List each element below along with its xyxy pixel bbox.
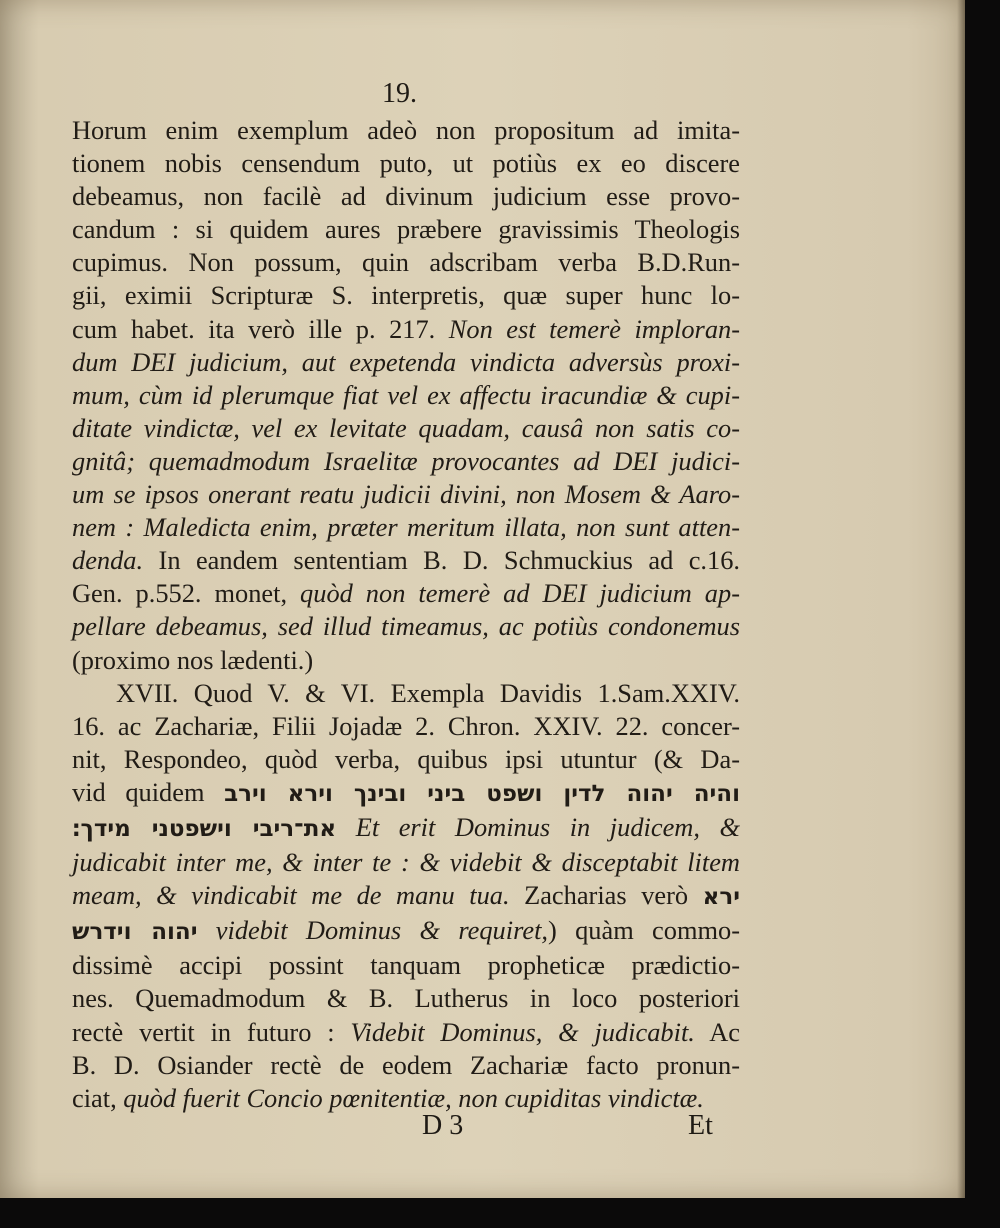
- roman-text: ciat,: [72, 1082, 124, 1113]
- hebrew-text: והיה יהוה לדין ושפט ביני ובינך וירא וירב: [224, 780, 741, 807]
- text-line: [72, 1049, 740, 1082]
- roman-text: candum : si quidem aures præbere gravissimis Theologis: [72, 214, 740, 245]
- text-line: [72, 776, 740, 811]
- roman-text: (proximo nos lædenti.): [72, 644, 314, 675]
- roman-text: 16. ac Zachariæ, Filii Jojadæ 2. Chron. XXIV. 22. concer-: [72, 710, 740, 741]
- text-line: [72, 180, 740, 213]
- text-line: [72, 1082, 740, 1115]
- italic-text: um se ipsos onerant reatu judicii divini, non Mosem & Aaro-: [72, 479, 740, 510]
- roman-text: Horum enim exemplum adeò non propositum ad imita-: [72, 115, 740, 145]
- text-line: [72, 379, 740, 412]
- hebrew-text: את־ריבי וישפטני מידך׃: [72, 815, 337, 842]
- roman-text: XVII. Quod V. & VI. Exempla Davidis 1.Sam.XXIV.: [116, 677, 740, 708]
- italic-text: gnitâ; quemadmodum Israelitæ provocantes ad DEI judici-: [72, 445, 740, 476]
- italic-text: judicabit inter me, & inter te : & videbit & disceptabit litem: [72, 847, 740, 878]
- text-line: [72, 246, 740, 279]
- roman-text: vid quidem: [72, 776, 225, 807]
- text-line: [72, 811, 740, 846]
- text-line: [72, 279, 740, 312]
- italic-text: quòd fuerit Concio pœnitentiæ, non cupiditas vindictæ.: [123, 1082, 704, 1113]
- text-line: [72, 644, 740, 677]
- text-line: [72, 846, 740, 879]
- italic-text: pellare debeamus, sed illud timeamus, ac potiùs condonemus: [72, 611, 740, 642]
- text-line: [72, 478, 740, 511]
- text-line: [72, 577, 740, 610]
- roman-text: dissimè accipi possint tanquam propheticæ prædictio-: [72, 950, 740, 981]
- roman-text: nit, Respondeo, quòd verba, quibus ipsi utuntur (& Da-: [72, 743, 740, 774]
- roman-text: cum habet. ita verò ille p. 217.: [72, 313, 449, 344]
- roman-text: ) quàm commo-: [548, 915, 740, 946]
- roman-text: Gen. p.552. monet,: [72, 578, 301, 609]
- body-text: [72, 114, 740, 1115]
- roman-text: gii, eximii Scripturæ S. interpretis, quæ super hunc lo-: [72, 280, 740, 311]
- page-number: 19.: [382, 78, 417, 109]
- italic-text: Et erit Dominus in judicem, &: [336, 811, 741, 842]
- roman-text: nes. Quemadmodum & B. Lutherus in loco posteriori: [72, 983, 740, 1014]
- italic-text: nem : Maledicta enim, præter meritum illata, non sunt atten-: [72, 512, 740, 543]
- text-line: [72, 147, 740, 180]
- catchword: Et: [688, 1110, 713, 1141]
- italic-text: Videbit Dominus, & judicabit.: [350, 1016, 695, 1047]
- roman-text: Ac: [694, 1016, 740, 1047]
- text-line: [72, 710, 740, 743]
- signature-mark: D 3: [422, 1110, 464, 1141]
- roman-text: B. D. Osiander rectè de eodem Zachariæ facto pronun-: [72, 1049, 740, 1080]
- text-line: [72, 982, 740, 1015]
- italic-text: mum, cùm id plerumque fiat vel ex affectu iracundiæ & cupi-: [72, 379, 740, 410]
- text-line: [72, 511, 740, 544]
- italic-text: dum DEI judicium, aut expetenda vindicta adversùs proxi-: [72, 346, 740, 377]
- text-line: [72, 743, 740, 776]
- italic-text: Non est temerè imploran-: [448, 313, 741, 344]
- roman-text: Zacharias verò: [509, 880, 703, 911]
- text-line: [72, 879, 740, 914]
- italic-text: denda.: [72, 545, 144, 576]
- text-line: [72, 610, 740, 643]
- roman-text: cupimus. Non possum, quin adscribam verba B.D.Run-: [72, 247, 740, 278]
- text-line: [72, 445, 740, 478]
- text-line: [72, 914, 740, 949]
- text-line: [72, 313, 740, 346]
- hebrew-text: ירא: [702, 884, 741, 911]
- text-line: [72, 677, 740, 710]
- text-line: [72, 213, 740, 246]
- roman-text: rectè vertit in futuro :: [72, 1016, 351, 1047]
- page-edge-shadow: [957, 0, 965, 1198]
- roman-text: In eandem sententiam B. D. Schmuckius ad c.16.: [143, 545, 740, 576]
- text-line: [72, 1016, 740, 1049]
- text-line: [72, 346, 740, 379]
- roman-text: debeamus, non facilè ad divinum judicium esse provo-: [72, 181, 740, 212]
- roman-text: tionem nobis censendum puto, ut potiùs ex eo discere: [72, 148, 740, 179]
- italic-text: quòd non temerè ad DEI judicium ap-: [300, 578, 740, 609]
- italic-text: videbit Dominus & requiret,: [197, 915, 549, 946]
- text-line: [72, 949, 740, 982]
- italic-text: ditate vindictæ, vel ex levitate quadam, causâ non satis co-: [72, 412, 740, 443]
- hebrew-text: יהוה וידרש: [72, 919, 198, 946]
- text-line: [72, 544, 740, 577]
- italic-text: meam, & vindicabit me de manu tua.: [72, 880, 510, 911]
- text-line: [72, 412, 740, 445]
- text-line: [72, 114, 740, 147]
